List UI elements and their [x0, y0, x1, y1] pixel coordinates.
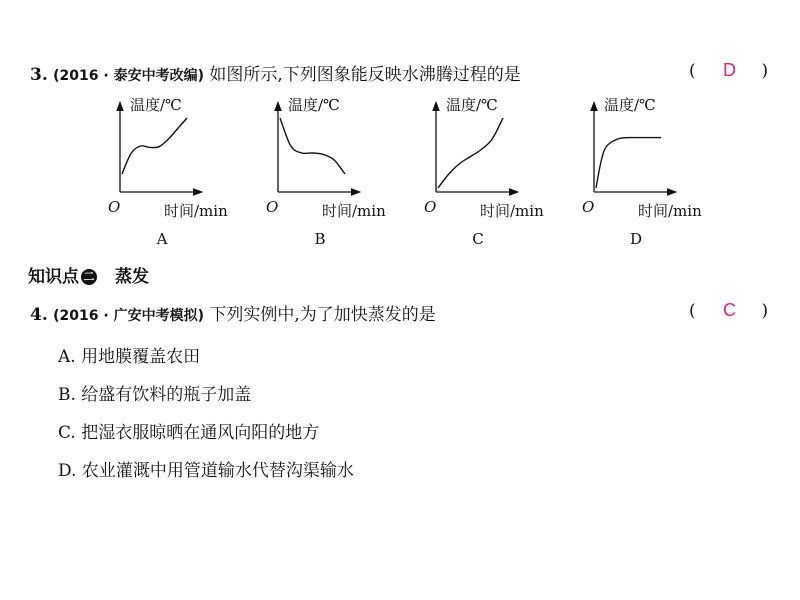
answer-bracket [689, 60, 768, 81]
x-axis-label: 时间/min [638, 202, 702, 220]
x-axis-label: 时间/min [164, 202, 228, 220]
y-axis-label: 温度/℃ [446, 96, 498, 114]
question-number: 3. [30, 65, 48, 85]
graph-option-label: B [314, 230, 326, 248]
y-axis-label: 温度/℃ [604, 96, 656, 114]
question-text: 如图所示,下列图象能反映水沸腾过程的是 [209, 65, 521, 85]
question-number: 4. [30, 305, 48, 325]
answer-letter: D [723, 60, 737, 80]
question-source: (2016 · 广安中考模拟) [53, 308, 204, 324]
temperature-curve-b [280, 118, 345, 174]
question-3-stem [30, 60, 521, 85]
section-prefix: 知识点 [28, 267, 79, 287]
paren-close: ) [761, 61, 769, 81]
temperature-curve-c [438, 118, 503, 188]
origin-label: O [266, 198, 279, 216]
graph-option-label: A [156, 230, 168, 248]
y-axis-label: 温度/℃ [130, 96, 182, 114]
answer-letter: C [723, 300, 737, 320]
section-number-badge: 二 [81, 269, 97, 285]
option-b: B. 给盛有饮料的瓶子加盖 [58, 385, 252, 405]
answer-bracket [689, 300, 768, 321]
question-4-stem [30, 300, 436, 325]
origin-label: O [424, 198, 437, 216]
section-title: 蒸发 [115, 267, 149, 287]
question-text: 下列实例中,为了加快蒸发的是 [209, 305, 436, 325]
x-axis-label: 时间/min [480, 202, 544, 220]
graph-option-label: C [472, 230, 484, 248]
option-a: A. 用地膜覆盖农田 [58, 347, 201, 367]
graph-options [0, 88, 800, 258]
section-heading [28, 262, 149, 287]
x-axis-label: 时间/min [322, 202, 386, 220]
origin-label: O [582, 198, 595, 216]
origin-label: O [108, 198, 121, 216]
paren-close: ) [761, 301, 769, 321]
option-d: D. 农业灌溉中用管道输水代替沟渠输水 [58, 461, 354, 481]
graph-option-label: D [629, 230, 643, 248]
temperature-curve-a [122, 118, 187, 174]
y-axis-label: 温度/℃ [288, 96, 340, 114]
question-source: (2016 · 泰安中考改编) [53, 68, 204, 84]
option-c: C. 把湿衣服晾晒在通风向阳的地方 [58, 423, 320, 443]
temperature-curve-d [596, 138, 661, 188]
paren-open: ( [689, 61, 696, 81]
paren-open: ( [689, 301, 696, 321]
